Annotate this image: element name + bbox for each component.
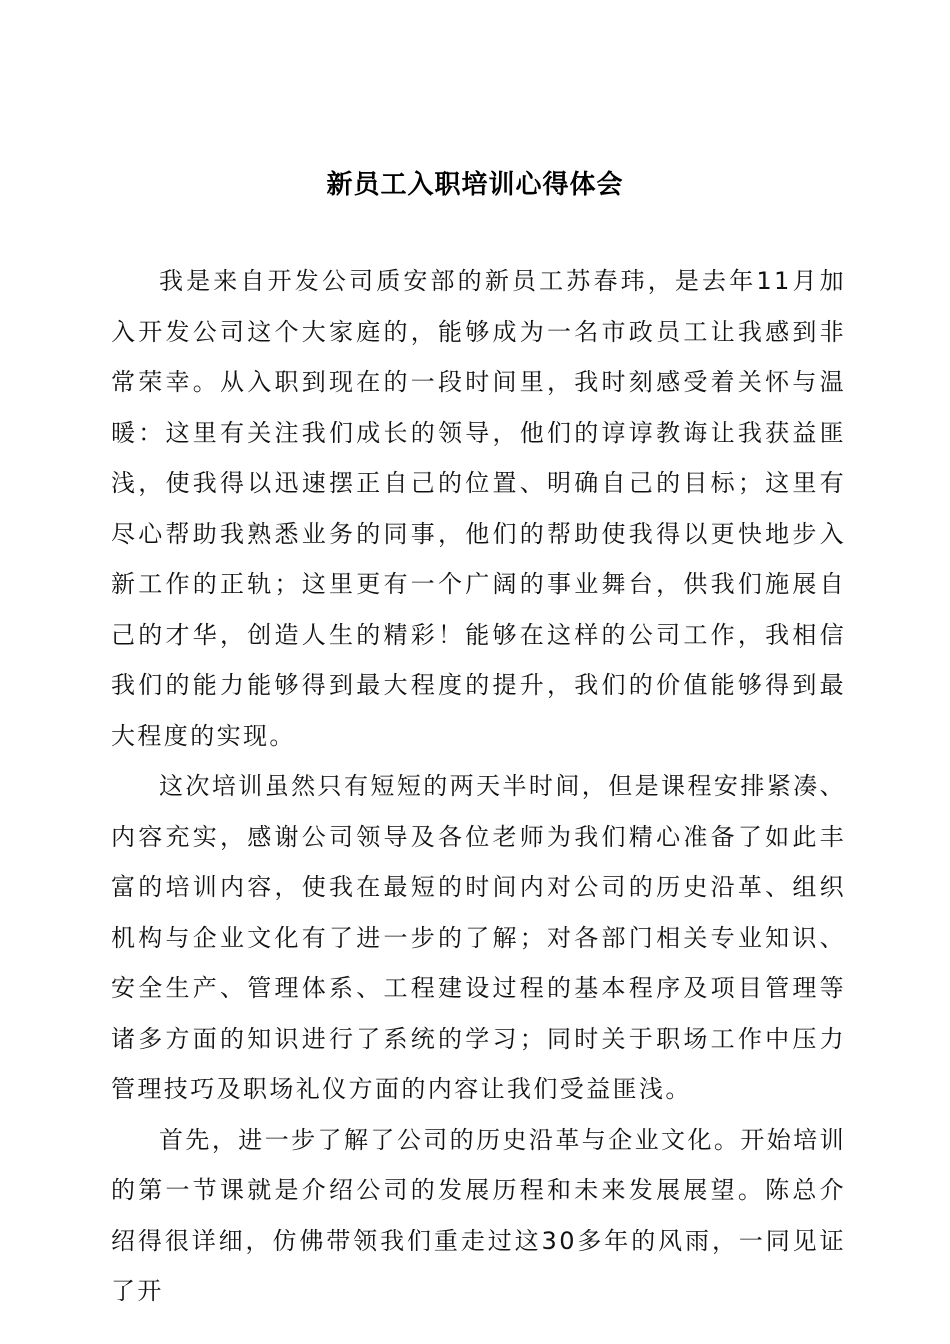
document-title: 新员工入职培训心得体会 bbox=[326, 170, 624, 200]
paragraph: 我是来自开发公司质安部的新员工苏春玮，是去年11月加入开发公司这个大家庭的，能够成为一名市政员工让我感到非常荣幸。从入职到现在的一段时间里，我时刻感受着关怀与温暖：这里有关注我们成长的领导，他们的谆谆教诲让我获益匪浅，使我得以迅速摆正自己的位置、明确自己的目标；这里有尽心帮助我熟悉业务的同事，他们的帮助使我得以更快地步入新工作的正轨；这里更有一个广阔的事业舞台，供我们施展自己的才华，创造人生的精彩！能够在这样的公司工作，我相信我们的能力能够得到最大程度的提升，我们的价值能够得到最大程度的实现。 bbox=[111, 267, 846, 750]
document-body bbox=[111, 256, 846, 1317]
paragraph: 这次培训虽然只有短短的两天半时间，但是课程安排紧凑、内容充实，感谢公司领导及各位老师为我们精心准备了如此丰富的培训内容，使我在最短的时间内对公司的历史沿革、组织机构与企业文化有了进一步的了解；对各部门相关专业知识、安全生产、管理体系、工程建设过程的基本程序及项目管理等诸多方面的知识进行了系统的学习；同时关于职场工作中压力管理技巧及职场礼仪方面的内容让我们受益匪浅。 bbox=[111, 772, 846, 1103]
paragraph: 首先，进一步了解了公司的历史沿革与企业文化。开始培训的第一节课就是介绍公司的发展历程和未来发展展望。陈总介绍得很详细，仿佛带领我们重走过这30多年的风雨，一同见证了开 bbox=[111, 1125, 846, 1305]
